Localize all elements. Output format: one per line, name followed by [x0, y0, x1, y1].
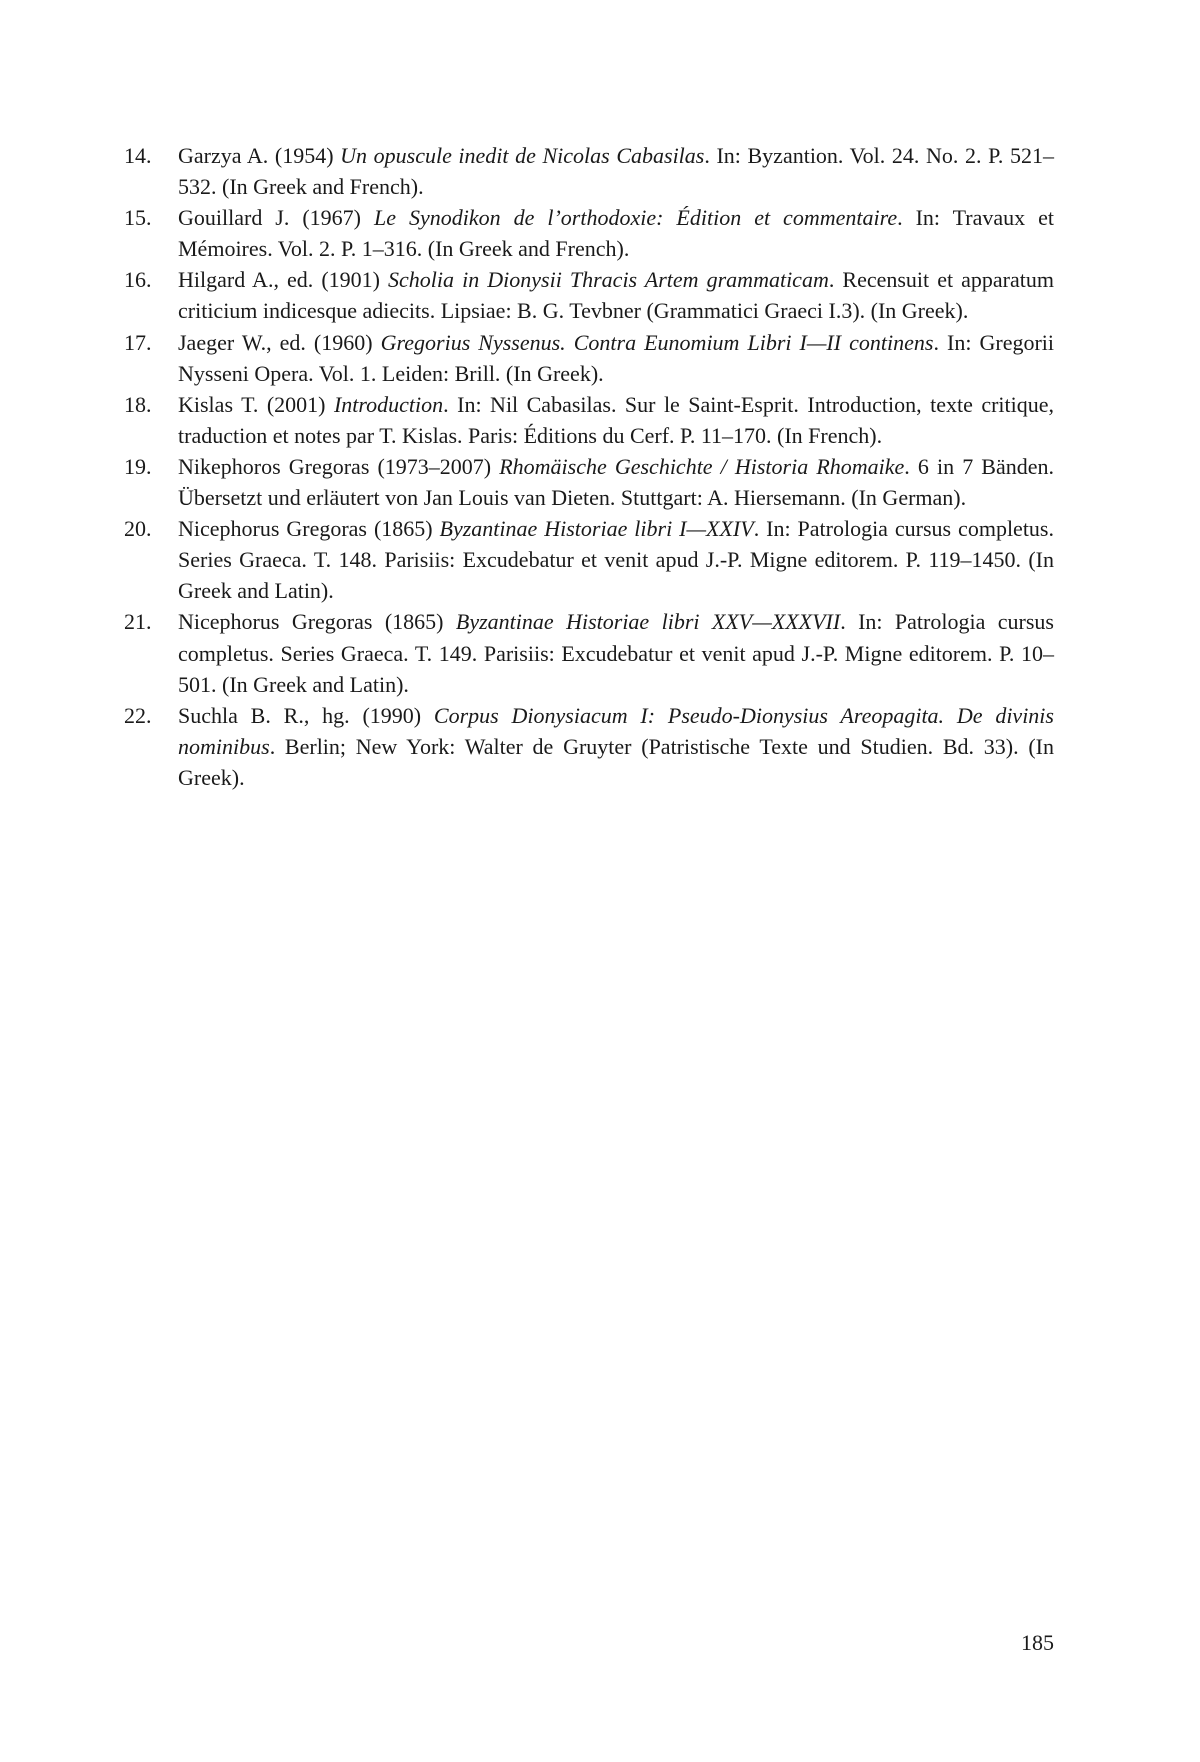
- reference-number: 15.: [124, 205, 152, 231]
- reference-number: 19.: [124, 453, 152, 479]
- reference-list: [124, 140, 1054, 793]
- reference-item: [124, 513, 1054, 606]
- reference-item: [124, 140, 1054, 202]
- reference-item: [124, 606, 1054, 699]
- reference-item: [124, 700, 1054, 793]
- reference-title: Le Synodikon de l’orthodoxie: Édition et commentaire: [374, 205, 898, 231]
- reference-title: Introduction: [333, 391, 444, 417]
- reference-item: [124, 389, 1054, 451]
- reference-title: Scholia in Dionysii Thracis Artem grammaticam: [388, 267, 829, 293]
- reference-number: 20.: [124, 516, 152, 542]
- reference-text: Nicephorus Gregoras (1865) Byzantinae Historiae libri I—XXIV. In: Patrologia cursus completus. Series Graeca. T. 148. Parisiis: Excudebatur et venit apud J.-P. Migne editorem. P. 119–1450. (In Greek and Latin).: [178, 516, 1054, 604]
- reference-text: Suchla B. R., hg. (1990) Corpus Dionysiacum I: Pseudo-Dionysius Areopagita. De divinis nominibus. Berlin; New York: Walter de Gruyter (Patristische Texte und Studien. Bd. 33). (In Greek).: [178, 702, 1054, 790]
- reference-text: Hilgard A., ed. (1901) Scholia in Dionysii Thracis Artem grammaticam. Recensuit et apparatum criticium indicesque adiecits. Lipsiae: B. G. Tevbner (Grammatici Graeci I.3). (In Greek).: [178, 267, 1054, 324]
- reference-title: Corpus Dionysiacum I: Pseudo-Dionysius Areopagita. De divinis nominibus: [178, 702, 1054, 759]
- reference-text: Jaeger W., ed. (1960) Gregorius Nyssenus. Contra Eunomium Libri I—II continens. In: Gregorii Nysseni Opera. Vol. 1. Leiden: Brill. (In Greek).: [178, 329, 1055, 386]
- reference-number: 14.: [124, 143, 152, 168]
- reference-number: 21.: [124, 609, 152, 635]
- reference-text: Garzya A. (1954) Un opuscule inedit de Nicolas Cabasilas. In: Byzantion. Vol. 24. No. 2. P. 521–532. (In Greek and French).: [178, 143, 1054, 200]
- reference-item: [124, 202, 1054, 264]
- page-number: 185: [1021, 1630, 1054, 1655]
- reference-title: Gregorius Nyssenus. Contra Eunomium Libri I—II continens: [380, 329, 934, 355]
- reference-title: Un opuscule inedit de Nicolas Cabasilas: [340, 143, 705, 168]
- reference-item: [124, 264, 1054, 326]
- reference-number: 18.: [124, 391, 152, 417]
- reference-title: Byzantinae Historiae libri XXV—XXXVII: [455, 609, 841, 635]
- reference-title: Rhomäische Geschichte / Historia Rhomaike: [499, 453, 905, 479]
- reference-text: Kislas T. (2001) Introduction. In: Nil Cabasilas. Sur le Saint-Esprit. Introduction, texte critique, traduction et notes par T. Kislas. Paris: Éditions du Cerf. P. 11–170. (In French).: [178, 391, 1055, 448]
- reference-number: 17.: [124, 329, 152, 355]
- reference-item: [124, 451, 1054, 513]
- reference-number: 22.: [124, 702, 152, 728]
- reference-item: [124, 327, 1054, 389]
- reference-number: 16.: [124, 267, 152, 293]
- reference-title: Byzantinae Historiae libri I—XXIV: [439, 516, 754, 542]
- reference-text: Nicephorus Gregoras (1865) Byzantinae Historiae libri XXV—XXXVII. In: Patrologia cursus completus. Series Graeca. T. 149. Parisiis: Excudebatur et venit apud J.-P. Migne editorem. P. 10–501. (In Greek and Latin).: [178, 609, 1054, 697]
- reference-text: Gouillard J. (1967) Le Synodikon de l’orthodoxie: Édition et commentaire. In: Travaux et Mémoires. Vol. 2. P. 1–316. (In Greek and French).: [178, 205, 1054, 262]
- reference-text: Nikephoros Gregoras (1973–2007) Rhomäische Geschichte / Historia Rhomaike. 6 in 7 Bänden. Übersetzt und erläutert von Jan Louis van Dieten. Stuttgart: A. Hiersemann. (In German).: [178, 453, 1054, 511]
